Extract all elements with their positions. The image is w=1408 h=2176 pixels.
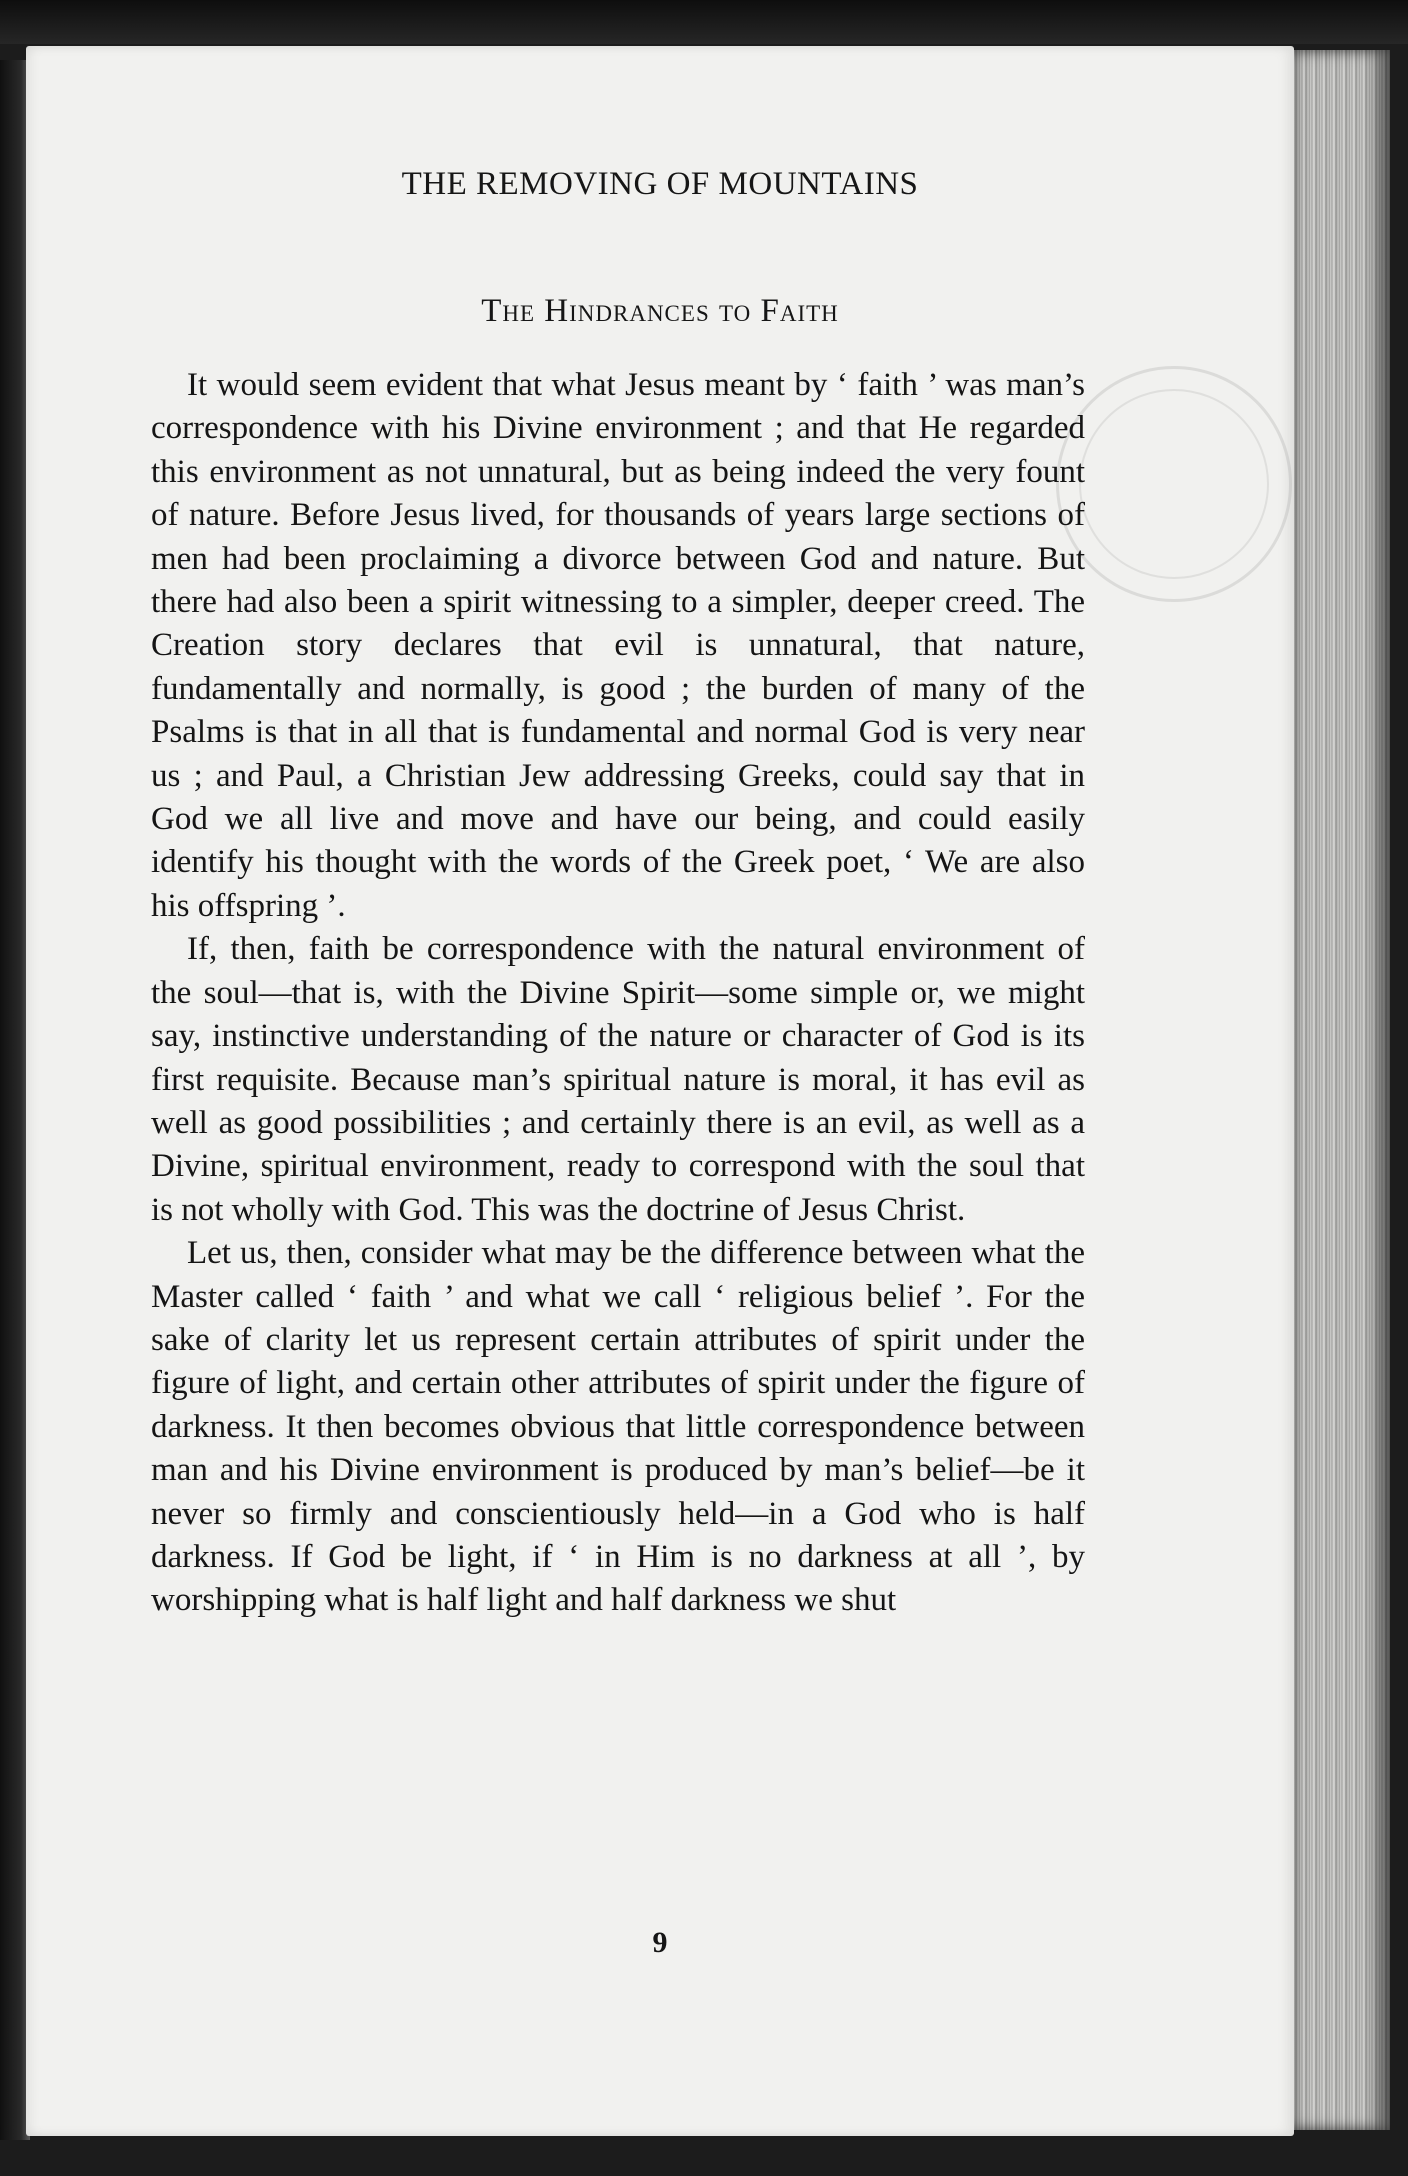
section-title: The Hindrances to Faith — [481, 293, 839, 329]
page-stack-edges — [1290, 50, 1390, 2130]
running-head: THE REMOVING OF MOUNTAINS — [401, 166, 919, 202]
body-text — [151, 364, 1085, 1623]
scan-background-top — [0, 0, 1408, 44]
page-number: 9 — [652, 1926, 668, 1959]
paragraph: It would seem evident that what Jesus meant by ‘ faith ’ was man’s correspondence with his Divine environment ; and that He regarded this environment as not unnatural, but as being indeed the very fount of nature. Before Jesus lived, for thousands of years large sections of men had been proclaiming a divorce between God and nature. But there had also been a spirit witnessing to a simpler, deeper creed. The Creation story declares that evil is unnatural, that nature, fundamentally and normally, is good ; the burden of many of the Psalms is that in all that is fundamental and normal God is very near us ; and Paul, a Christian Jew addressing Greeks, could say that in God we all live and move and have our being, and could easily identify his thought with the words of the Greek poet, ‘ We are also his offspring ’. — [151, 367, 1085, 924]
library-stamp-watermark — [1056, 366, 1292, 602]
paragraph: Let us, then, consider what may be the difference between what the Master called ‘ faith ’ and what we call ‘ religious belief ’. For the sake of clarity let us represent certain attributes of spirit under the figure of light, and certain other attributes of spirit under the figure of darkness. It then becomes obvious that little correspondence between man and his Divine environment is produced by man’s belief—be it never so firmly and conscientiously held—in a God who is half darkness. If God be light, if ‘ in Him is no darkness at all ’, by worshipping what is half light and half darkness we shut — [151, 1235, 1085, 1619]
paragraph: If, then, faith be correspondence with the natural environment of the soul—that is, with the Divine Spirit—some simple or, we might say, instinctive understanding of the nature or character of God is its first requisite. Because man’s spiritual nature is moral, it has evil as well as good possibilities ; and certainly there is an evil, as well as a Divine, spiritual environment, ready to correspond with the soul that is not wholly with God. This was the doctrine of Jesus Christ. — [151, 931, 1085, 1228]
